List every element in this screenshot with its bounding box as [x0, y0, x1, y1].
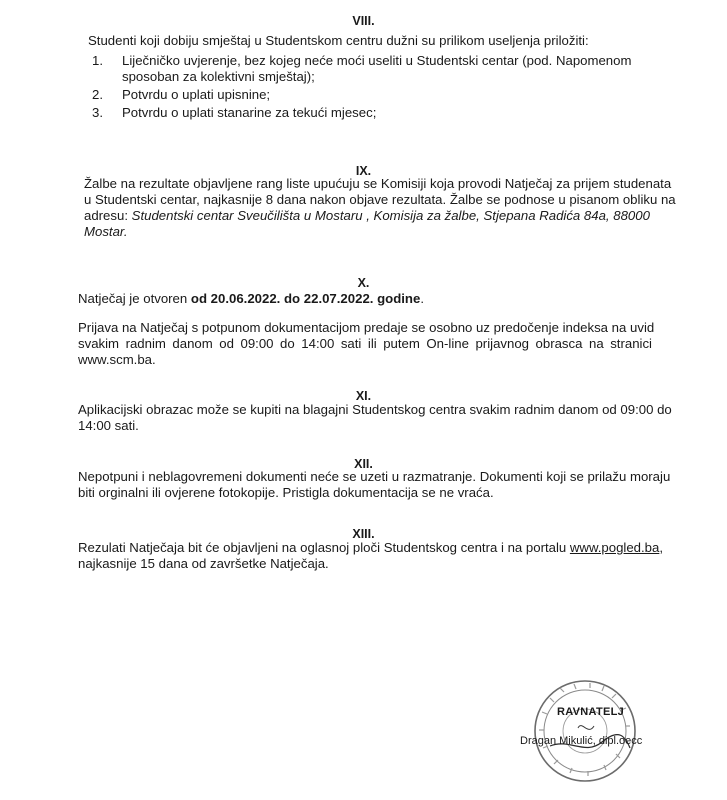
section-xii-text [78, 469, 671, 501]
section-heading-viii: VIII. [352, 14, 375, 28]
list-item [92, 87, 652, 103]
section-heading-xiii: XIII. [352, 527, 375, 541]
section-heading-ix: IX. [355, 164, 372, 178]
results-comma: , [659, 540, 664, 555]
list-item-text-cont: sposoban za kolektivni smještaj); [122, 69, 315, 84]
signatory-role: RAVNATELJ [557, 706, 625, 718]
section-x-p2-line-2: svakim radnim danom od 09:00 do 14:00 sati ili putem On-line prijavnog obrasca na stranici [78, 336, 652, 351]
section-xi-text [78, 402, 672, 434]
section-x-p2-line-1: Prijava na Natječaj s potpunom dokumentacijom predaje se osobno uz predočenje indeksa na uvid [78, 320, 655, 335]
requirements-list [92, 53, 652, 123]
section-ix-line-1: Žalbe na rezultate objavljene rang liste upućuju se Komisiji koja provodi Natječaj za prijem studenata [84, 176, 672, 191]
signatory-name: Dragan Mikulić, dipl.oecc [520, 735, 643, 747]
section-ix-line-4: Mostar. [84, 224, 128, 239]
section-viii-intro [78, 33, 652, 49]
opening-dates: od 20.06.2022. do 22.07.2022. godine [190, 291, 421, 306]
list-item [92, 53, 652, 85]
section-heading-xi: XI. [355, 389, 372, 403]
section-xi-line-2: 14:00 sati. [78, 418, 139, 433]
section-x-paragraph-2 [78, 320, 655, 368]
section-xii-line-1: Nepotpuni i neblagovremeni dokumenti neće se uzeti u razmatranje. Dokumenti koji se prilažu moraju [78, 469, 671, 484]
section-x-p2-line-3: www.scm.ba. [78, 352, 156, 367]
section-xi-line-1: Aplikacijski obrazac može se kupiti na blagajni Studentskog centra svakim radnim danom od 09:00 do [78, 402, 672, 417]
section-heading-x: X. [357, 276, 370, 290]
address-text: Studentski centar Sveučilišta u Mostaru , Komisija za žalbe, Stjepana Radića 84a, 88000 [131, 208, 650, 223]
section-ix-line-2: u Studentski centar, najkasnije 8 dana nakon objave rezultata. Žalbe se podnose u pisanom obliku na [84, 192, 676, 207]
portal-link[interactable]: www.pogled.ba [569, 540, 660, 555]
section-viii-intro-text: Studenti koji dobiju smještaj u Studentskom centru dužni su prilikom useljenja priložiti: [88, 33, 589, 48]
section-xiii-line-2: najkasnije 15 dana od završetke Natječaja. [78, 556, 329, 571]
section-x-line-1 [78, 291, 652, 307]
list-item-text: Potvrdu o uplati upisnine; [122, 87, 271, 102]
opening-period: . [420, 291, 424, 306]
address-label: adresu: [84, 208, 132, 223]
list-item-number: 3. [92, 105, 103, 120]
section-heading-xii: XII. [354, 457, 373, 471]
section-xii-line-2: biti orginalni ili ovjerene fotokopije. Pristigla dokumentacija se ne vraća. [78, 485, 494, 500]
section-xiii-text [78, 540, 664, 572]
section-ix-text [84, 176, 676, 240]
section-ix-line-3 [84, 208, 658, 224]
results-text: Rezulati Natječaja bit će objavljeni na oglasnoj ploči Studentskog centra i na portalu [78, 540, 570, 555]
list-item-text: Liječničko uvjerenje, bez kojeg neće moći useliti u Studentski centar (pod. Napomenom [122, 53, 632, 68]
list-item-number: 1. [92, 53, 103, 68]
official-seal-stamp [530, 676, 640, 786]
opening-label: Natječaj je otvoren [78, 291, 191, 306]
list-item-number: 2. [92, 87, 103, 102]
list-item-text: Potvrdu o uplati stanarine za tekući mjesec; [122, 105, 377, 120]
list-item [92, 105, 652, 121]
